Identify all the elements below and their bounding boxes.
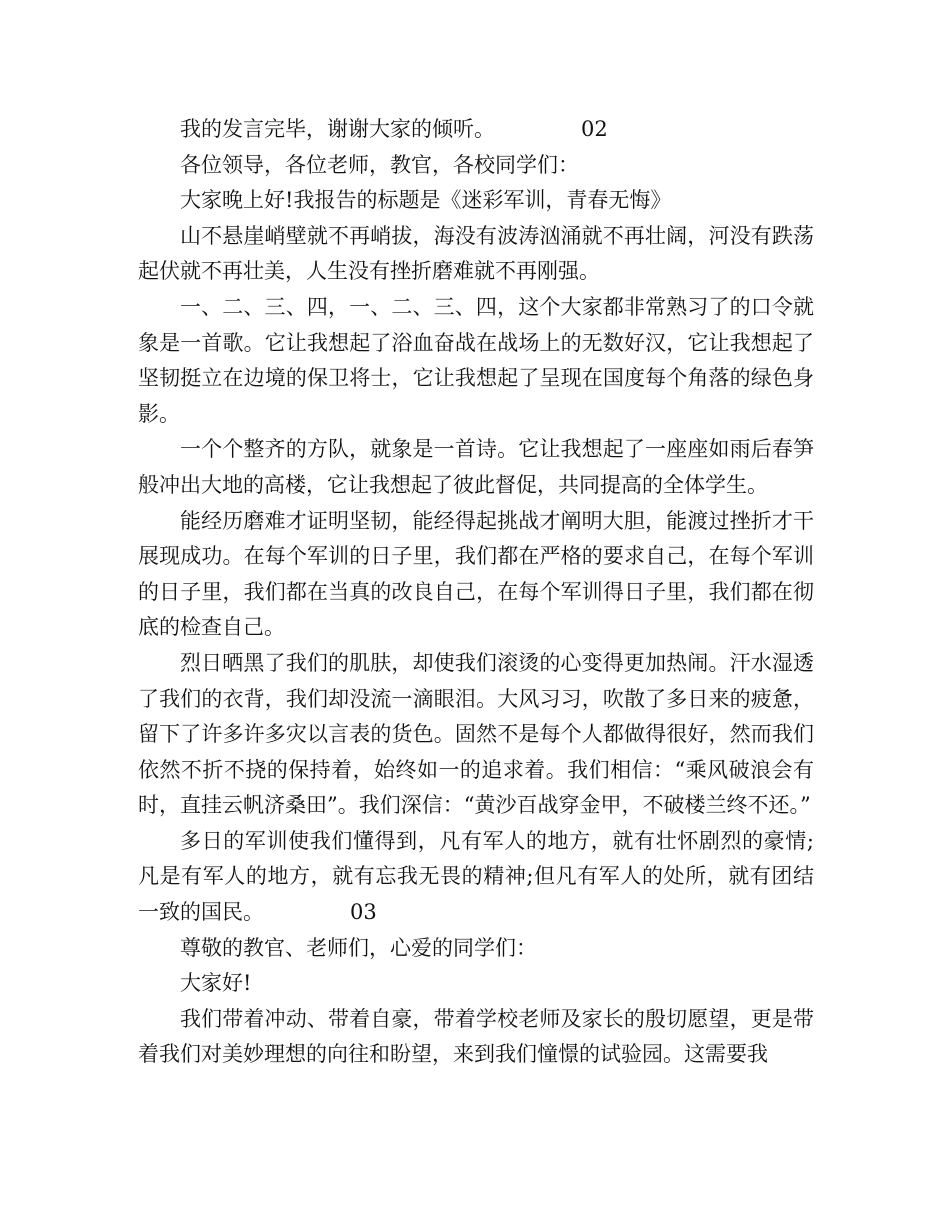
section-number: 03: [350, 900, 377, 925]
paragraph-text: 大家好!: [180, 971, 252, 996]
paragraph: [138, 148, 814, 184]
paragraph-text: 一、二、三、四，一、二、三、四，这个大家都非常熟习了的口令就象是一首歌。它让我想起了浴血奋战在战场上的无数好汉，它让我想起了坚韧挺立在边境的保卫将士，它让我想起了呈现在国度每个角落的绿色身影。: [138, 294, 814, 426]
paragraph: [138, 931, 814, 967]
paragraph-text: 我的发言完毕，谢谢大家的倾听。: [180, 117, 495, 141]
document-page: [138, 112, 814, 1073]
paragraph: [138, 432, 814, 503]
paragraph: [138, 824, 814, 931]
paragraph-text: 各位领导，各位老师，教官，各校同学们：: [180, 152, 579, 177]
paragraph: [138, 1002, 814, 1073]
paragraph-text: 能经历磨难才证明坚韧，能经得起挑战才阐明大胆，能渡过挫折才干展现成功。在每个军训的日子里，我们都在严格的要求自己，在每个军训的日子里，我们都在当真的改良自己，在每个军训得日子里，我们都在彻底的检查自己。: [138, 508, 814, 640]
section-number: 02: [581, 117, 608, 141]
paragraph-text: 我们带着冲动、带着自豪，带着学校老师及家长的殷切愿望，更是带着我们对美妙理想的向往和盼望，来到我们憧憬的试验园。这需要我: [138, 1006, 814, 1067]
paragraph-text: 多日的军训使我们懂得到，凡有军人的地方，就有壮怀剧烈的豪情;凡是有军人的地方，就有忘我无畏的精神;但凡有军人的处所，就有团结一致的国民。: [138, 828, 814, 925]
paragraph: [138, 112, 814, 148]
paragraph-text: 烈日晒黑了我们的肌肤，却使我们滚烫的心变得更加热闹。汗水湿透了我们的衣背，我们却没流一滴眼泪。大风习习，吹散了多日来的疲惫，留下了许多许多灾以言表的货色。固然不是每个人都做得很好，然而我们依然不折不挠的保持着，始终如一的追求着。我们相信：“乘风破浪会有时，直挂云帆济桑田”。我们深信：“黄沙百战穿金甲，不破楼兰终不还。”: [138, 650, 814, 818]
paragraph-text: 大家晚上好!我报告的标题是《迷彩军训，青春无悔》: [180, 188, 672, 213]
paragraph: [138, 504, 814, 646]
paragraph-text: 尊敬的教官、老师们，心爱的同学们：: [180, 935, 537, 960]
paragraph: [138, 219, 814, 290]
paragraph: [138, 290, 814, 432]
paragraph: [138, 183, 814, 219]
paragraph-text: 山不悬崖峭壁就不再峭拔，海没有波涛汹涌就不再壮阔，河没有跌荡起伏就不再壮美，人生没有挫折磨难就不再刚强。: [138, 223, 814, 284]
paragraph-text: 一个个整齐的方队，就象是一首诗。它让我想起了一座座如雨后春笋般冲出大地的高楼，它让我想起了彼此督促，共同提高的全体学生。: [138, 437, 814, 497]
paragraph: [138, 966, 814, 1002]
paragraph: [138, 646, 814, 824]
